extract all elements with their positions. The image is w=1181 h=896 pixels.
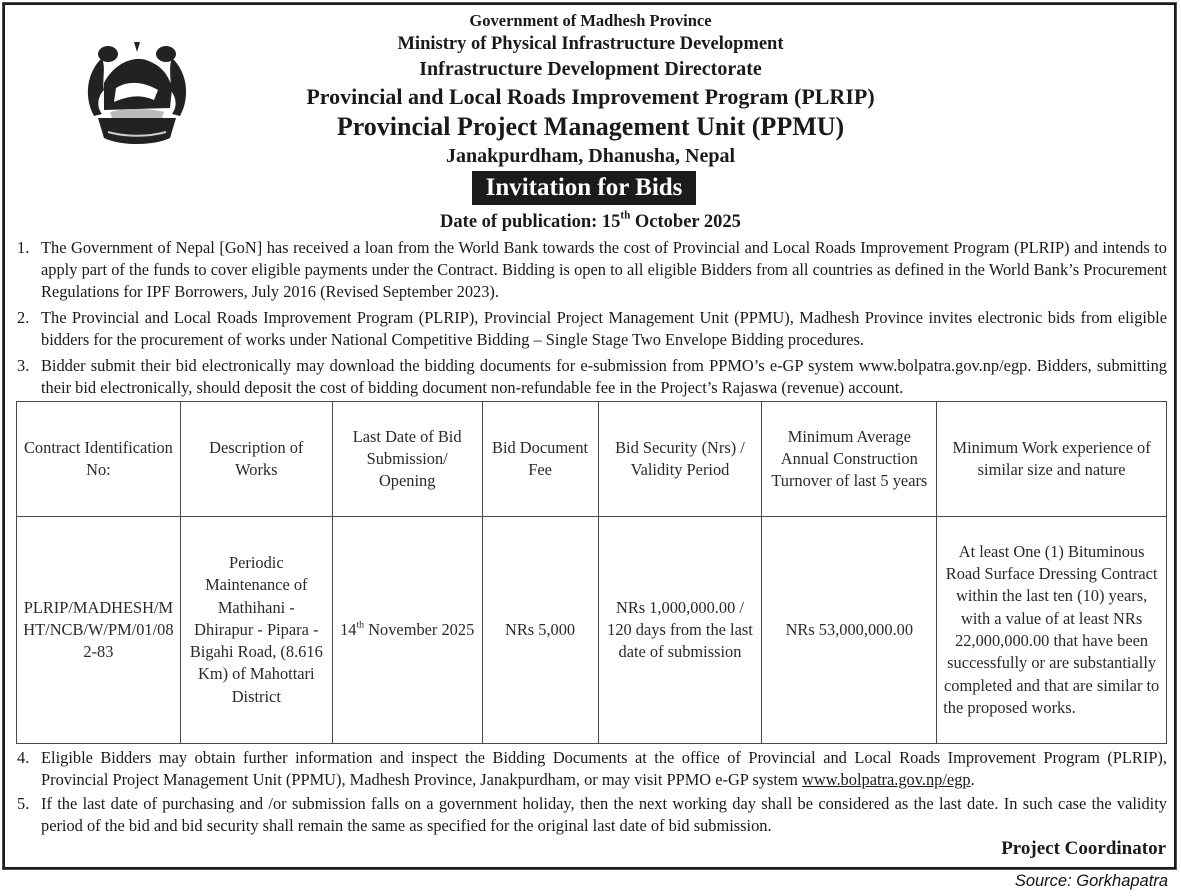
header-program: Provincial and Local Roads Improvement Program (PLRIP) — [306, 84, 875, 109]
table-row — [17, 517, 1167, 744]
clause-5: 5. If the last date of purchasing and /or submission falls on a government holiday, then the next working day shall be considered as the last date. In such case the validity period of the bid and bid security shall remain the same as specified for the original last date of bid submission. — [17, 794, 1167, 835]
header-unit: Provincial Project Management Unit (PPMU) — [336, 112, 845, 141]
clause-1: 1. The Government of Nepal [GoN] has received a loan from the World Bank towards the cost of Provincial and Local Roads Improvement Program (PLRIP) and intends to apply part of the funds to cover eligible payments under the Contract. Bidding is open to all eligible Bidders from all countries as defined in the World Bank’s Procurement Regulations for IPF Borrowers, July 2016 (Revised September 2023). — [17, 238, 1167, 301]
header-experience: Minimum Work experience of similar size and nature — [937, 402, 1167, 517]
cell-document-fee: NRs 5,000 — [482, 517, 598, 744]
header-last-date: Last Date of Bid Submission/ Opening — [332, 402, 482, 517]
header-location: Janakpurdham, Dhanusha, Nepal — [446, 145, 735, 167]
egp-link[interactable]: www.bolpatra.gov.np/egp — [802, 770, 971, 789]
header-government: Government of Madhesh Province — [469, 11, 712, 30]
cell-last-date: 14th November 2025 — [332, 517, 482, 744]
cell-experience: At least One (1) Bituminous Road Surface Dressing Contract within the last ten (10) years, with a value of at least NRs 22,000,000.00 that have been successfully or are substantially completed and that are similar to the proposed works. — [937, 517, 1167, 744]
header-directorate: Infrastructure Development Directorate — [419, 58, 762, 80]
cell-contract-id: PLRIP/MADHESH/MHT/NCB/W/PM/01/082-83 — [17, 517, 181, 744]
clause-4: 4. Eligible Bidders may obtain further information and inspect the Bidding Documents at the office of Provincial and Local Roads Improvement Program (PLRIP), Provincial Project Management Unit (PPMU), Madhesh Province, Janakpurdham, or may visit PPMO e-GP system www.bolpatra.gov.np/egp. — [17, 748, 1167, 789]
header-bid-security: Bid Security (Nrs) / Validity Period — [598, 402, 762, 517]
table-header-row — [17, 402, 1167, 517]
invitation-banner: Invitation for Bids — [472, 171, 696, 205]
publication-date: Date of publication: 15th October 2025 — [440, 209, 741, 232]
header-document-fee: Bid Document Fee — [482, 402, 598, 517]
clause-3: 3. Bidder submit their bid electronically may download the bidding documents for e-submission from PPMO’s e-GP system www.bolpatra.gov.np/egp. Bidders, submitting their bid electronically, should deposit the cost of bidding document non-refundable fee in the Project’s Rajaswa (revenue) account. — [17, 356, 1167, 397]
header-turnover: Minimum Average Annual Construction Turnover of last 5 years — [762, 402, 937, 517]
cell-bid-security: NRs 1,000,000.00 / 120 days from the last date of submission — [598, 517, 762, 744]
source-credit: Source: Gorkhapatra — [1014, 872, 1168, 890]
signature-title: Project Coordinator — [1001, 838, 1166, 859]
cell-turnover: NRs 53,000,000.00 — [762, 517, 937, 744]
clause-2: 2. The Provincial and Local Roads Improvement Program (PLRIP), Provincial Project Management Unit (PPMU), Madhesh Province invites electronic bids from eligible bidders for the procurement of works under National Competitive Bidding – Single Stage Two Envelope Bidding procedures. — [17, 308, 1167, 349]
header-description: Description of Works — [180, 402, 332, 517]
header-contract-id: Contract Identification No: — [17, 402, 181, 517]
cell-description: Periodic Maintenance of Mathihani - Dhirapur - Pipara - Bigahi Road, (8.616 Km) of Mahottari District — [180, 517, 332, 744]
header-ministry: Ministry of Physical Infrastructure Development — [397, 34, 784, 54]
bid-table — [16, 401, 1167, 744]
